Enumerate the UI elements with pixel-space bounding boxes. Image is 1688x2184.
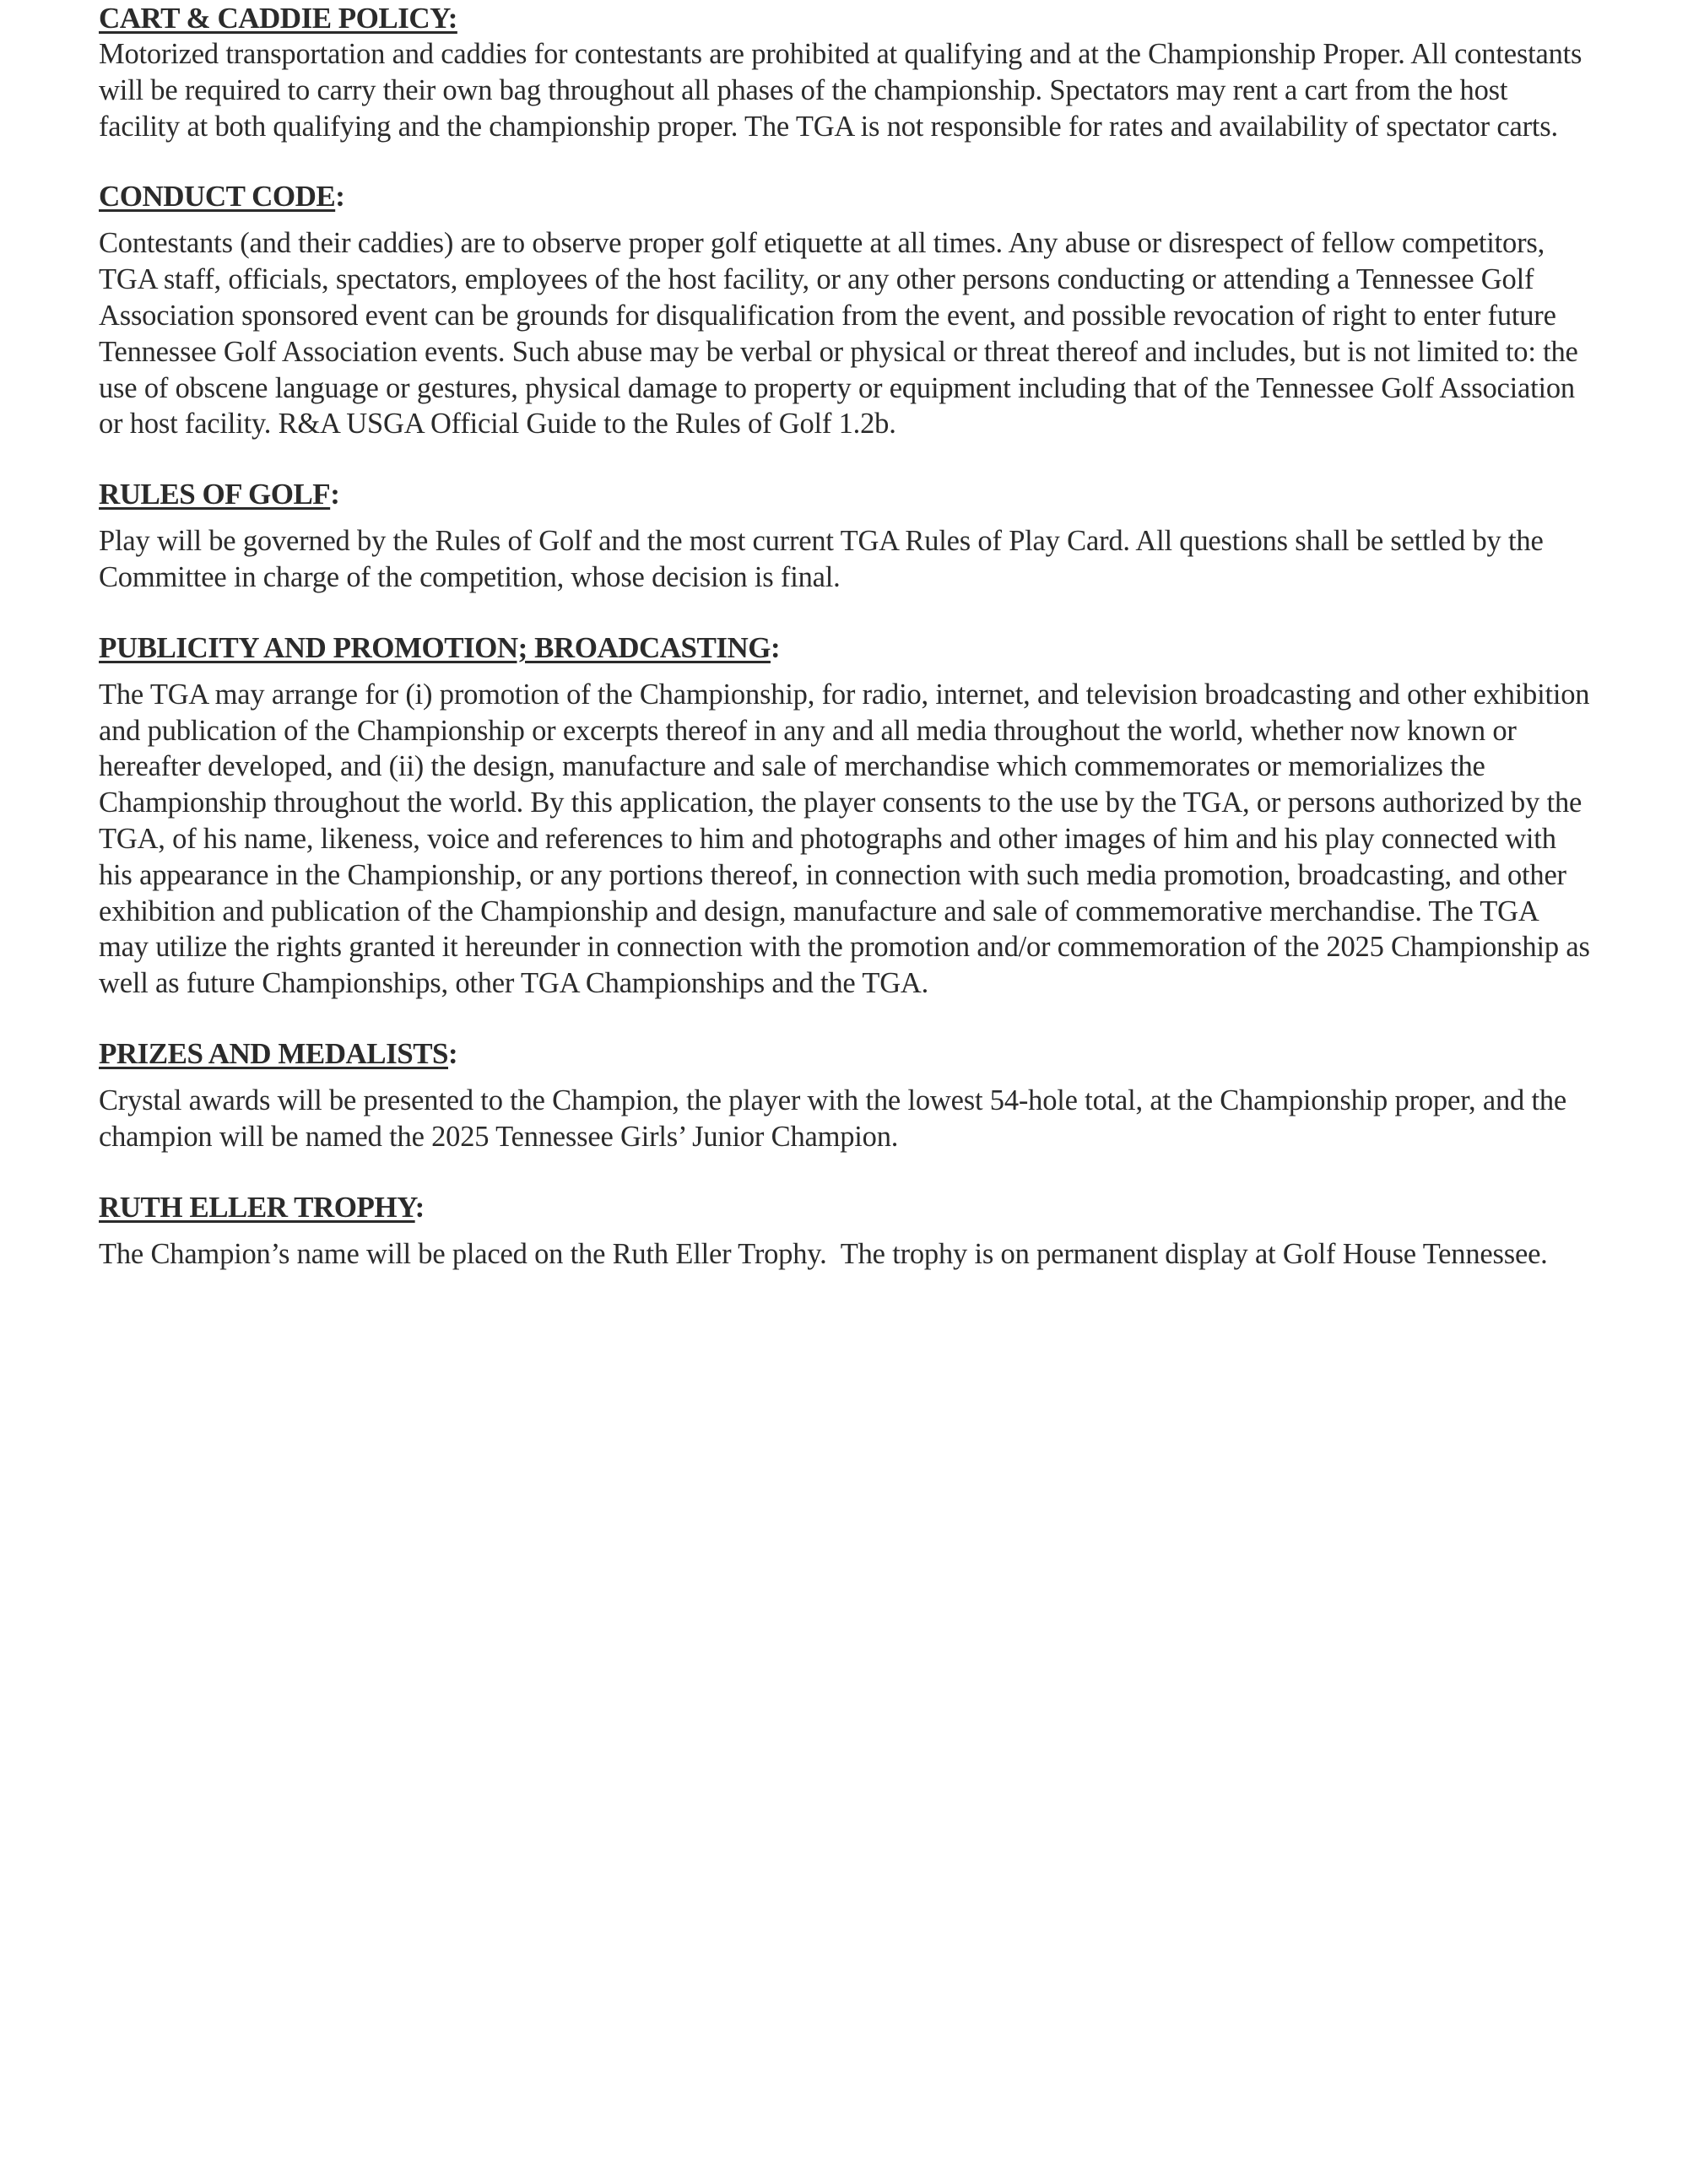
heading-colon: : — [770, 630, 781, 664]
heading-colon: : — [335, 180, 345, 214]
section-heading — [99, 179, 1593, 214]
heading-text: CONDUCT CODE — [99, 180, 336, 214]
heading-colon: : — [330, 478, 340, 511]
section-cart-caddie-policy — [99, 1, 1593, 144]
section-body: The Champion’s name will be placed on the Ruth Eller Trophy. The trophy is on permanent display at Golf House Tennessee. — [99, 1237, 1548, 1270]
heading-text: PRIZES AND MEDALISTS — [99, 1036, 448, 1070]
section-body: Crystal awards will be presented to the Champion, the player with the lowest 54-hole total, at the Championship proper, and the champion will be named the 2025 Tennessee Girls’ Junior Champion. — [99, 1084, 1567, 1153]
heading-colon: : — [448, 1036, 458, 1070]
section-prizes-medalists — [99, 1036, 1593, 1155]
section-body: Contestants (and their caddies) are to observe proper golf etiquette at all times. Any abuse or disrespect of fellow competitors, TGA staff, officials, spectators, employees of the host facility, or any other persons conducting or attending a Tennessee Golf Association sponsored event can be grounds for disqualification from the event, and possible revocation of right to enter future Tennessee Golf Association events. Such abuse may be verbal or physical or threat thereof and includes, but is not limited to: the use of obscene language or gestures, physical damage to property or equipment including that of the Tennessee Golf Association or host facility. R&A USGA Official Guide to the Rules of Golf 1.2b. — [99, 227, 1578, 441]
section-body: Motorized transportation and caddies for contestants are prohibited at qualifying and at the Championship Proper. All contestants will be required to carry their own bag throughout all phases of the championship. Spectators may rent a cart from the host facility at both qualifying and the championship proper. The TGA is not responsible for rates and availability of spectator carts. — [99, 38, 1582, 143]
document-page — [99, 0, 1593, 1306]
heading-text: RUTH ELLER TROPHY — [99, 1190, 415, 1224]
section-rules-of-golf — [99, 477, 1593, 596]
section-heading — [99, 1190, 1593, 1225]
heading-text: CART & CADDIE POLICY: — [99, 2, 457, 35]
section-publicity-promotion — [99, 630, 1593, 1002]
section-heading — [99, 477, 1593, 512]
section-body: The TGA may arrange for (i) promotion of the Championship, for radio, internet, and television broadcasting and other exhibition and publication of the Championship or excerpts thereof in any and all media throughout the world, whether now known or hereafter developed, and (ii) the design, manufacture and sale of merchandise which commemorates or memorializes the Championship throughout the world. By this application, the player consents to the use by the TGA, or persons authorized by the TGA, of his name, likeness, voice and references to him and photographs and other images of him and his play connected with his appearance in the Championship, or any portions thereof, in connection with such media promotion, broadcasting, and other exhibition and publication of the Championship and design, manufacture and sale of commemorative merchandise. The TGA may utilize the rights granted it hereunder in connection with the promotion and/or commemoration of the 2025 Championship as well as future Championships, other TGA Championships and the TGA. — [99, 678, 1590, 1000]
section-body: Play will be governed by the Rules of Golf and the most current TGA Rules of Play Card. All questions shall be settled by the Committee in charge of the competition, whose decision is final. — [99, 525, 1544, 593]
heading-text: PUBLICITY AND PROMOTION; BROADCASTING — [99, 630, 771, 664]
heading-text: RULES OF GOLF — [99, 478, 331, 511]
section-ruth-eller-trophy — [99, 1190, 1593, 1273]
section-heading — [99, 630, 1593, 666]
section-conduct-code — [99, 179, 1593, 442]
section-heading — [99, 1, 1593, 36]
heading-colon: : — [414, 1190, 425, 1224]
section-heading — [99, 1036, 1593, 1072]
